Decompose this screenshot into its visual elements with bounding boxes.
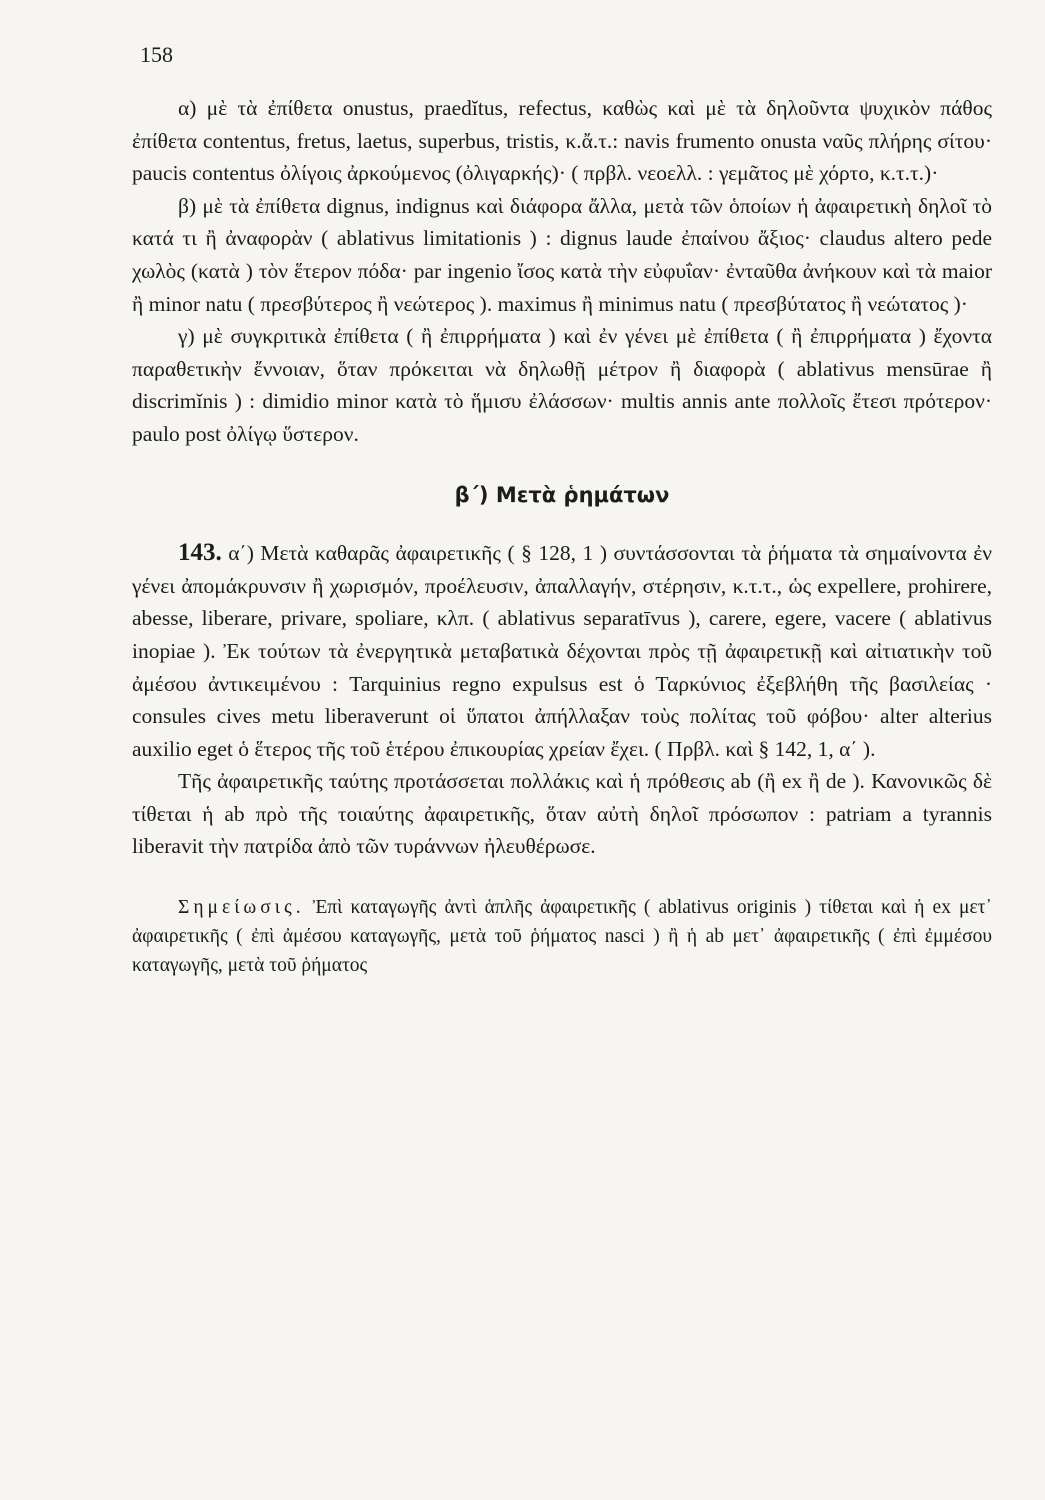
section-number: 143. [178,539,222,567]
note-label: Σημείωσις. [178,897,305,919]
paragraph-beta: β) μὲ τὰ ἐπίθετα dignus, indignus καὶ διάφορα ἄλλα, μετὰ τῶν ὁποίων ἡ ἀφαιρετικὴ δηλοῖ τὸ κατά τι ἢ ἀναφορὰν ( ablativus limitationis ) : dignus laude ἐπαίνου ἄξιος· claudus altero pede χωλὸς (κατὰ ) τὸν ἕτερον πόδα· par ingenio ἴσος κατὰ τὴν εὐφυΐαν· ἐνταῦθα ἀνήκουν καὶ τὰ maior ἢ minor natu ( πρεσβύτερος ἢ νεώτερος ). maximus ἢ minimus natu ( πρεσβύτατος ἢ νεώτατος )· [132,193,992,316]
section-143 [132,537,992,765]
body-text [132,92,992,980]
spacer [132,863,992,893]
section-continuation: Τῆς ἀφαιρετικῆς ταύτης προτάσσεται πολλάκις καὶ ἡ πρόθεσις ab (ἢ ex ἢ de ). Κανονικῶς δὲ τίθεται ἡ ab πρὸ τῆς τοιαύτης ἀφαιρετικῆς, ὅταν αὐτὴ δηλοῖ πρόσωπον : patriam a tyrannis liberavit τὴν πατρίδα ἀπὸ τῶν τυράννων ἠλευθέρωσε. [132,769,992,859]
page-number: 158 [140,42,173,67]
section-heading: β΄) Μετὰ ῥημάτων [454,482,670,507]
section-text: α΄) Μετὰ καθαρᾶς ἀφαιρετικῆς ( § 128, 1 ) συντάσσονται τὰ ῥήματα τὰ σημαίνοντα ἐν γένει ἀπομάκρυνσιν ἢ χωρισμόν, προέλευσιν, ἀπαλλαγήν, στέρησιν, κ.τ.τ., ὡς expellere, prohirere, abesse, liberare, privare, spoliare, κλπ. ( ablativus separatīvus ), carere, egere, vacere ( ablativus inopiae ). Ἐκ τούτων τὰ ἐνεργητικὰ μεταβατικὰ δέχονται πρὸς τῇ ἀφαιρετικῇ καὶ αἰτιατικὴν τοῦ ἀμέσου ἀντικειμένου : Tarquinius regno expulsus est ὁ Ταρκύνιος ἐξεβλήθη τῆς βασιλείας · consules cives metu liberaverunt οἱ ὕπατοι ἀπήλλαξαν τοὺς πολίτας τοῦ φόβου· alter alterius auxilio eget ὁ ἕτερος τῆς τοῦ ἑτέρου ἐπικουρίας χρείαν ἔχει. ( Πρβλ. καὶ § 142, 1, α΄ ). [132,541,993,761]
note [132,893,992,980]
note-text: Ἐπὶ καταγωγῆς ἀντὶ ἁπλῆς ἀφαιρετικῆς ( ablativus originis ) τίθεται καὶ ἡ ex μετ᾽ ἀφαιρετικῆς ( ἐπὶ ἀμέσου καταγωγῆς, μετὰ τοῦ ῥήματος nasci ) ἢ ἡ ab μετ᾽ ἀφαιρετικῆς ( ἐπὶ ἐμμέσου καταγωγῆς, μετὰ τοῦ ῥήματος [132,897,993,977]
paragraph-alpha: α) μὲ τὰ ἐπίθετα onustus, praedĭtus, refectus, καθὼς καὶ μὲ τὰ δηλοῦντα ψυχικὸν πάθος ἐπίθετα contentus, fretus, laetus, superbus, tristis, κ.ἄ.τ.: navis frumento onusta ναῦς πλήρης σίτου· paucis contentus ὀλίγοις ἀρκούμενος (ὀλιγαρκής)· ( πρβλ. νεοελλ. : γεμᾶτος μὲ χόρτο, κ.τ.τ.)· [132,96,992,186]
paragraph-gamma: γ) μὲ συγκριτικὰ ἐπίθετα ( ἢ ἐπιρρήματα ) καὶ ἐν γένει μὲ ἐπίθετα ( ἢ ἐπιρρήματα ) ἔχοντα παραθετικὴν ἔννοιαν, ὅταν πρόκειται νὰ δηλωθῇ μέτρον ἢ διαφορὰ ( ablativus mensūrae ἢ discrimĭnis ) : dimidio minor κατὰ τὸ ἥμισυ ἐλάσσων· multis annis ante πολλοῖς ἔτεσι πρότερον· paulo post ὀλίγῳ ὕστερον. [132,324,992,446]
